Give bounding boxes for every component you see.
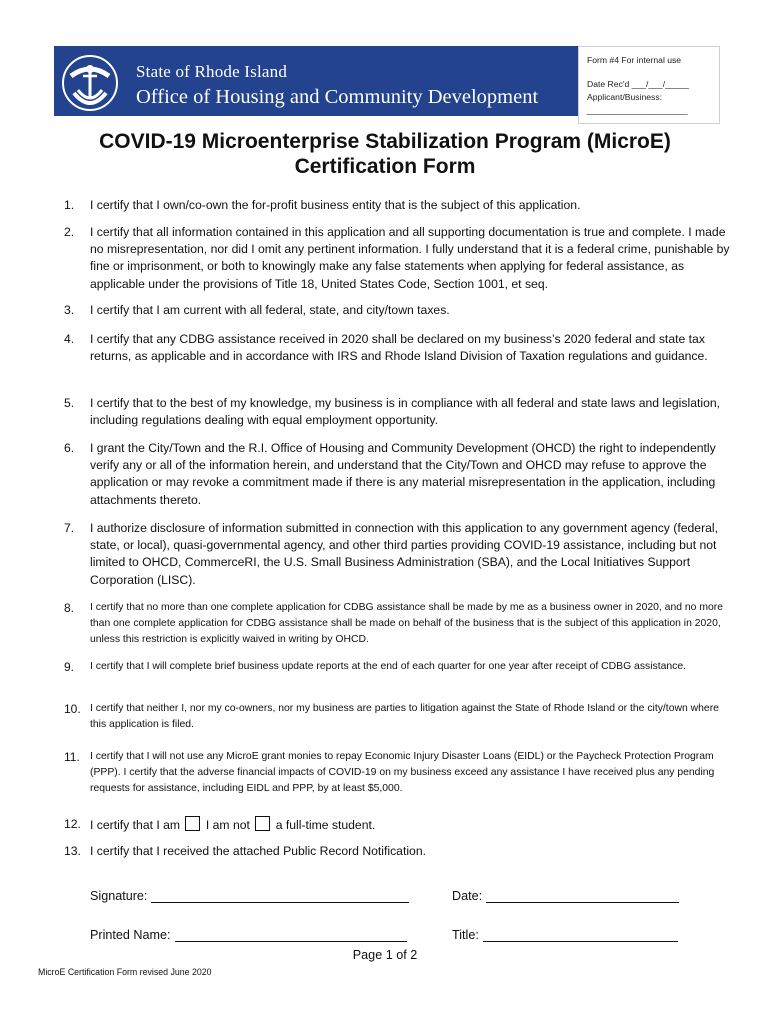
list-item: 6. I grant the City/Town and the R.I. Office of Housing and Community Development (OHCD) the right to independently verify any or all of the information herein, and understand that the City/Town and OHCD may refuse to approve the application or may revoke a commitment made if there is any material misrepresentation in the application, including attachments thereto. (64, 441, 716, 507)
office-name: Office of Housing and Community Development (136, 86, 539, 108)
list-item: 5. I certify that to the best of my knowledge, my business is in compliance with all federal and state laws and legislation, including regulations dealing with equal employment opportunity. (64, 396, 721, 428)
list-item: 10. I certify that neither I, nor my co-owners, nor my business are parties to litigation against the State of Rhode Island or the city/town where this application is filed. (64, 702, 719, 730)
list-item: 9. I certify that I will complete brief business update reports at the end of each quarter for one year after receipt of CDBG assistance. (64, 660, 687, 674)
page-number: Page 1 of 2 (352, 948, 418, 962)
list-item: 12. I certify that I am I am not a full-time student. (64, 817, 376, 832)
date-label: Date: (452, 889, 483, 903)
printed-name-row (90, 928, 407, 942)
page-subtitle: Certification Form (294, 155, 476, 178)
signature-row (90, 889, 409, 903)
page-title: COVID-19 Microenterprise Stabilization Program (MicroE) (99, 130, 671, 153)
title-field[interactable] (483, 929, 678, 942)
list-item: 3. I certify that I am current with all federal, state, and city/town taxes. (64, 303, 450, 317)
signature-label: Signature: (90, 889, 148, 903)
list-item: 4. I certify that any CDBG assistance received in 2020 shall be declared on my business’s 2020 federal and state tax returns, as applicable and in accordance with IRS and Rhode Island Division of Taxation regulations and guidance. (64, 332, 708, 364)
date-received-field[interactable]: Date Rec'd ___/___/_____ (587, 79, 689, 89)
title-label: Title: (452, 928, 479, 942)
list-item: 7. I authorize disclosure of information submitted in connection with this application to any government agency (federal, state, or local), quasi-governmental agency, and other third parties providing COVID-19 assistance, including but not limited to OHCD, CommerceRI, the U.S. Small Business Administration (SBA), and the Local Initiatives Support Corporation (LISC). (64, 521, 719, 587)
signature-field[interactable] (151, 890, 409, 903)
student-no-checkbox[interactable] (255, 816, 270, 831)
list-item: 1. I certify that I own/co-own the for-profit business entity that is the subject of this application. (64, 198, 581, 212)
state-name: State of Rhode Island (136, 62, 288, 81)
revision-note: MicroE Certification Form revised June 2020 (38, 967, 212, 977)
printed-name-label: Printed Name: (90, 928, 171, 942)
title-row (452, 928, 678, 942)
rhode-island-seal-icon (57, 52, 123, 114)
student-yes-checkbox[interactable] (185, 816, 200, 831)
list-item: 8. I certify that no more than one complete application for CDBG assistance shall be made by me as a business owner in 2020, and no more than one complete application for CDBG assistance shall be made on behalf of the business that is the subject of this application in 2020, unless this restriction is explicitly waived in writing by OHCD. (64, 601, 724, 645)
printed-name-field[interactable] (175, 929, 407, 942)
list-item: 2. I certify that all information contained in this application and all supporting documentation is true and complete. I made no misrepresentation, nor did I omit any pertinent information. I fully understand that it is a federal crime, punishable by fine or imprisonment, or both to knowingly make any false statements when applying for federal assistance, as applicable under the provisions of Title 18, United States Code, Section 1001, et seq. (64, 225, 730, 291)
date-field[interactable] (486, 890, 679, 903)
applicant-label: Applicant/Business: (587, 92, 662, 102)
date-row (452, 889, 679, 903)
list-item: 11. I certify that I will not use any MicroE grant monies to repay Economic Injury Disaster Loans (EIDL) or the Paycheck Protection Program (PPP). I certify that the adverse financial impacts of COVID-19 on my business exceed any assistance I have received plus any pending requests for assistance, including EIDL and PPP, by at least $5,000. (64, 750, 715, 794)
internal-use-label: Form #4 For internal use (587, 55, 682, 65)
list-item: 13. I certify that I received the attached Public Record Notification. (64, 844, 427, 858)
applicant-field[interactable]: _____________________ (587, 105, 688, 115)
internal-use-box (578, 46, 720, 124)
